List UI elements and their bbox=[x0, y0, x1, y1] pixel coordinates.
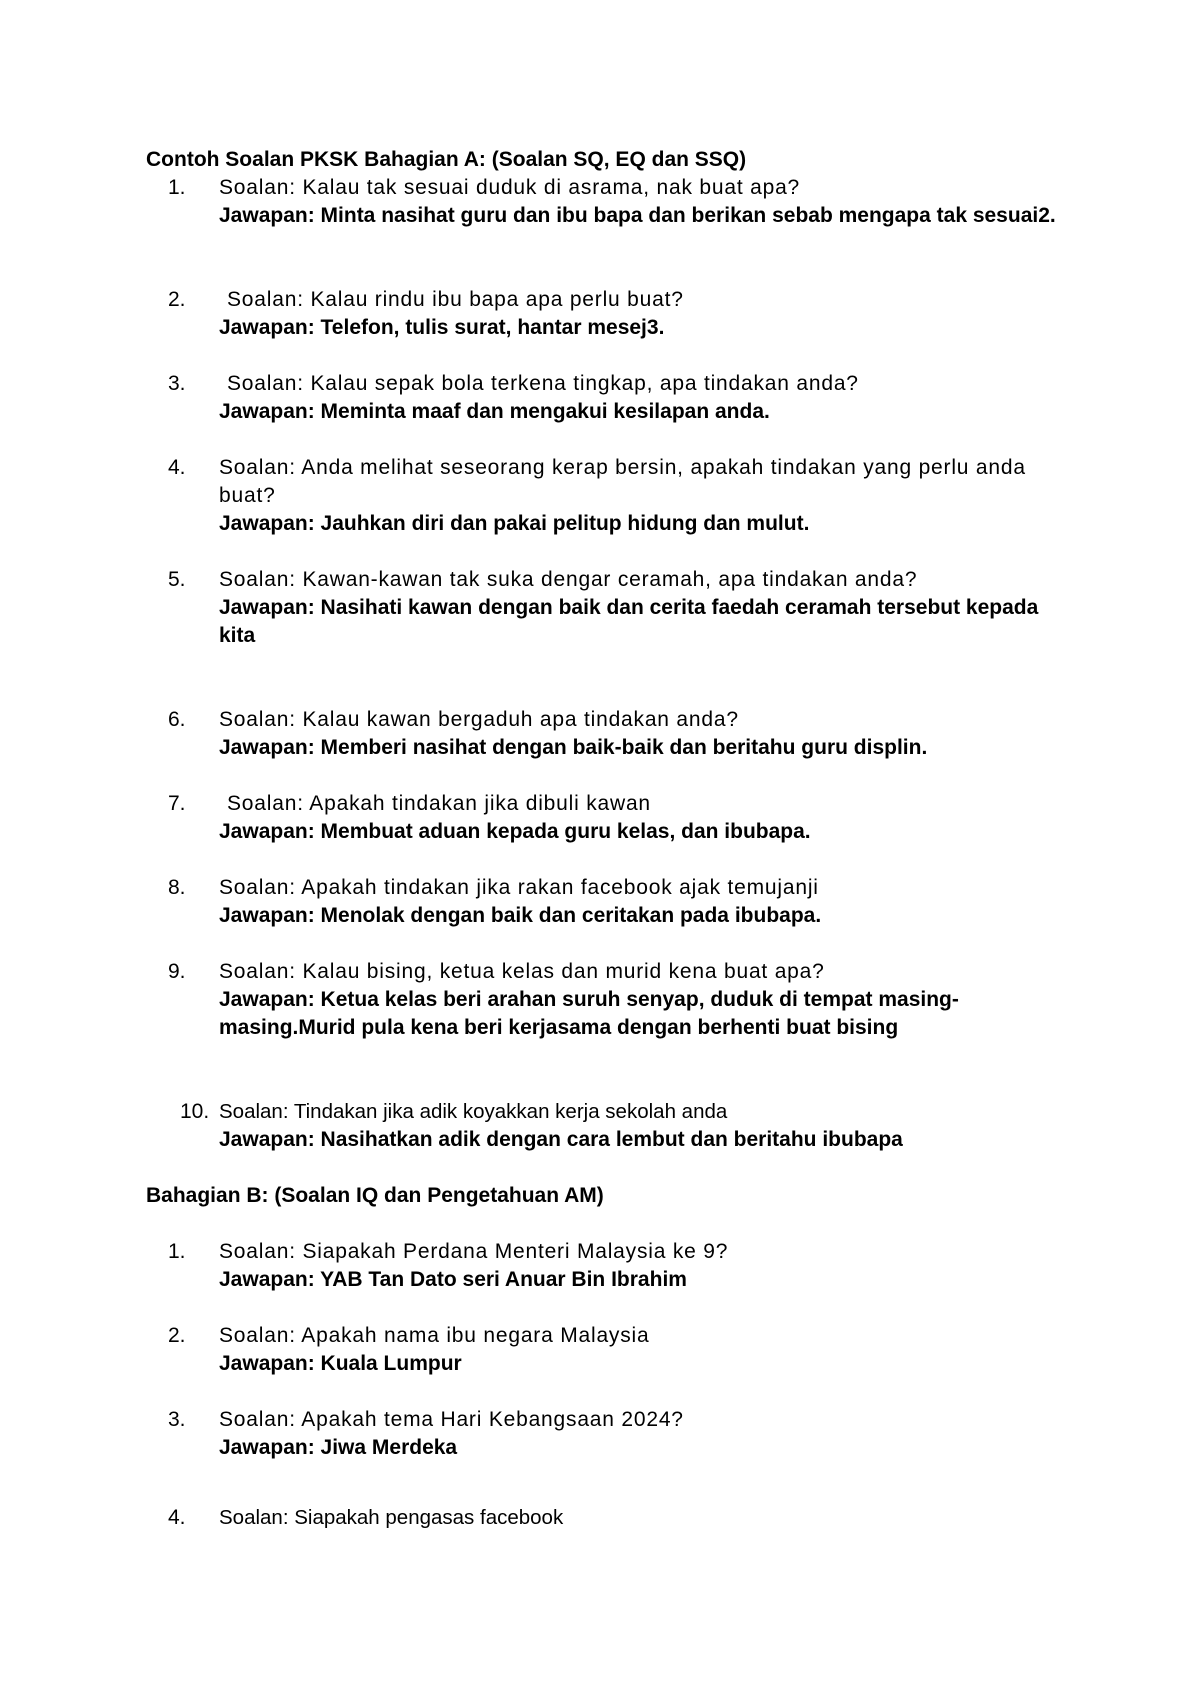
answer-text: Jawapan: Memberi nasihat dengan baik-baik dan beritahu guru displin. bbox=[219, 736, 928, 759]
question-text: Soalan: Tindakan jika adik koyakkan kerja sekolah anda bbox=[219, 1100, 728, 1123]
item-number: 5. bbox=[168, 568, 186, 591]
item-number: 3. bbox=[168, 372, 186, 395]
question-text: Soalan: Apakah nama ibu negara Malaysia bbox=[219, 1324, 650, 1347]
question-text: Soalan: Siapakah pengasas facebook bbox=[219, 1506, 564, 1529]
question-text: Soalan: Apakah tindakan jika rakan facebook ajak temujanji bbox=[219, 876, 819, 899]
question-text: Soalan: Kalau tak sesuai duduk di asrama, nak buat apa? bbox=[219, 176, 801, 199]
question-text: Soalan: Kalau bising, ketua kelas dan murid kena buat apa? bbox=[219, 960, 825, 983]
item-number: 6. bbox=[168, 708, 186, 731]
item-number: 4. bbox=[168, 1506, 186, 1529]
item-number: 10. bbox=[180, 1100, 210, 1123]
item-number: 2. bbox=[168, 288, 186, 311]
question-text: Soalan: Kalau sepak bola terkena tingkap, apa tindakan anda? bbox=[227, 372, 859, 395]
item-number: 7. bbox=[168, 792, 186, 815]
answer-text: Jawapan: Ketua kelas beri arahan suruh senyap, duduk di tempat masing-masing.Murid pula kena beri kerjasama dengan berhenti buat bising bbox=[219, 988, 959, 1039]
answer-text: Jawapan: Jiwa Merdeka bbox=[219, 1436, 458, 1459]
question-text: Soalan: Anda melihat seseorang kerap bersin, apakah tindakan yang perlu anda buat? bbox=[219, 456, 1026, 507]
answer-text: Jawapan: Nasihatkan adik dengan cara lembut dan beritahu ibubapa bbox=[219, 1128, 903, 1151]
question-text: Soalan: Siapakah Perdana Menteri Malaysia ke 9? bbox=[219, 1240, 729, 1263]
item-number: 1. bbox=[168, 176, 186, 199]
question-text: Soalan: Kawan-kawan tak suka dengar ceramah, apa tindakan anda? bbox=[219, 568, 918, 591]
question-text: Soalan: Apakah tindakan jika dibuli kawan bbox=[227, 792, 651, 815]
section-a-heading: Contoh Soalan PKSK Bahagian A: (Soalan SQ, EQ dan SSQ) bbox=[146, 148, 747, 171]
answer-text: Jawapan: Kuala Lumpur bbox=[219, 1352, 462, 1375]
answer-text: Jawapan: YAB Tan Dato seri Anuar Bin Ibrahim bbox=[219, 1268, 687, 1291]
question-text: Soalan: Apakah tema Hari Kebangsaan 2024? bbox=[219, 1408, 684, 1431]
answer-text: Jawapan: Telefon, tulis surat, hantar mesej3. bbox=[219, 316, 665, 339]
question-text: Soalan: Kalau rindu ibu bapa apa perlu buat? bbox=[227, 288, 684, 311]
answer-text: Jawapan: Minta nasihat guru dan ibu bapa dan berikan sebab mengapa tak sesuai2. bbox=[219, 204, 1056, 227]
answer-text: Jawapan: Meminta maaf dan mengakui kesilapan anda. bbox=[219, 400, 770, 423]
item-number: 3. bbox=[168, 1408, 186, 1431]
item-number: 1. bbox=[168, 1240, 186, 1263]
answer-text: Jawapan: Nasihati kawan dengan baik dan cerita faedah ceramah tersebut kepada kita bbox=[219, 596, 1039, 647]
item-number: 2. bbox=[168, 1324, 186, 1347]
answer-text: Jawapan: Jauhkan diri dan pakai pelitup hidung dan mulut. bbox=[219, 512, 810, 535]
item-number: 4. bbox=[168, 456, 186, 479]
item-number: 8. bbox=[168, 876, 186, 899]
question-text: Soalan: Kalau kawan bergaduh apa tindakan anda? bbox=[219, 708, 739, 731]
section-b-heading: Bahagian B: (Soalan IQ dan Pengetahuan AM) bbox=[146, 1184, 604, 1207]
answer-text: Jawapan: Menolak dengan baik dan ceritakan pada ibubapa. bbox=[219, 904, 822, 927]
item-number: 9. bbox=[168, 960, 186, 983]
answer-text: Jawapan: Membuat aduan kepada guru kelas, dan ibubapa. bbox=[219, 820, 811, 843]
